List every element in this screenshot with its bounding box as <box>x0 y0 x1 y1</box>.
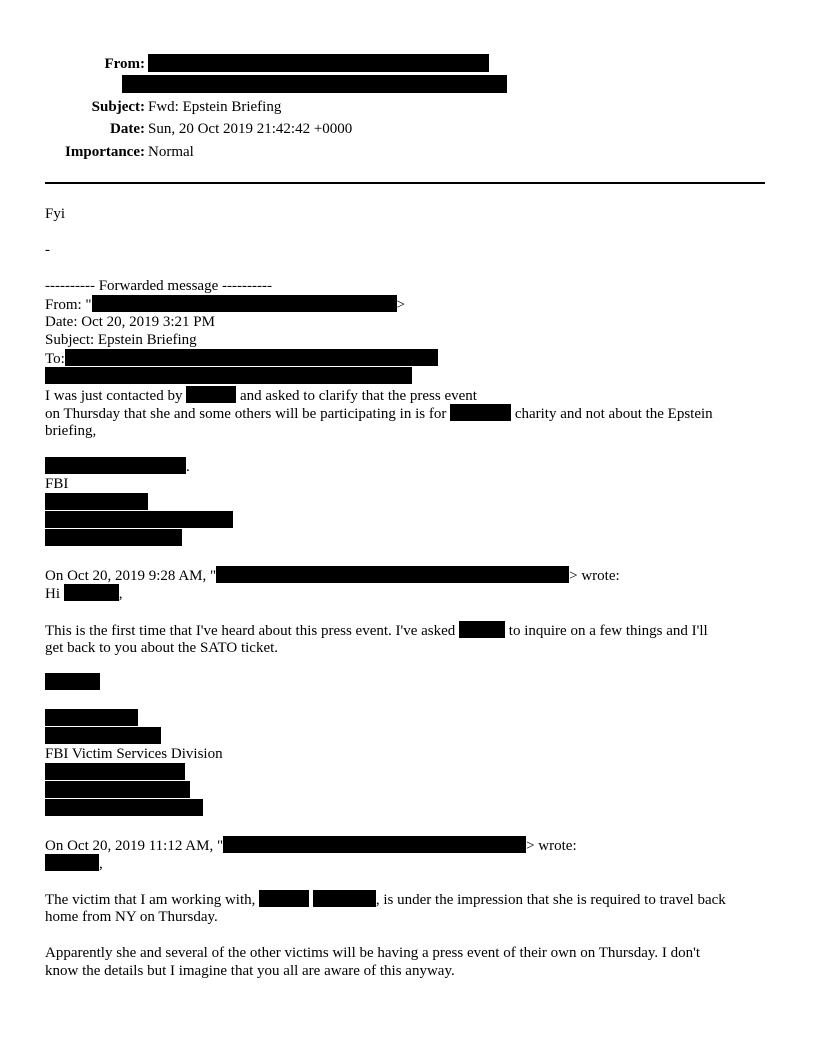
msg1-line2 <box>45 404 713 423</box>
fyi-text: Fyi <box>45 206 66 222</box>
redaction-sig1-title <box>45 493 148 510</box>
greeting-comma: , <box>99 856 103 872</box>
msg3-text-a: The victim that I am working with, <box>45 892 256 908</box>
quote1-prefix: On Oct 20, 2019 9:28 AM, " <box>45 568 217 584</box>
redaction-greeting-name <box>45 854 99 871</box>
redaction-quote1-sender <box>216 566 569 583</box>
quote1-suffix: > wrote: <box>569 568 620 584</box>
sig2-division: FBI Victim Services Division <box>45 746 223 762</box>
msg1-text-a: I was just contacted by <box>45 388 183 404</box>
sig1-org: FBI <box>45 476 69 492</box>
quote2-prefix: On Oct 20, 2019 11:12 AM, " <box>45 838 224 854</box>
redaction-msg2-name <box>459 621 505 638</box>
msg4-line1: Apparently she and several of the other victims will be having a press event of their own on Thursday. I don't <box>45 945 701 961</box>
redaction-charity-name <box>450 404 511 421</box>
msg4-line2: know the details but I imagine that you all are aware of this anyway. <box>45 963 455 979</box>
msg2-line1 <box>45 621 708 640</box>
date-label: Date: <box>110 121 145 137</box>
msg1-text-b: and asked to clarify that the press event <box>236 388 477 404</box>
redaction-quote2-sender <box>223 836 526 853</box>
msg1-text-d: charity and not about the Epstein <box>511 406 713 422</box>
hi-comma: , <box>118 586 123 602</box>
fwd-date: Date: Oct 20, 2019 3:21 PM <box>45 314 215 330</box>
from-label: From: <box>104 56 145 72</box>
msg2-text-b: to inquire on a few things and I'll <box>505 623 708 639</box>
quote1-header <box>45 566 620 585</box>
fwd-to-label: To: <box>45 351 65 367</box>
redaction-hi-name <box>64 584 119 601</box>
msg2-text-a: This is the first time that I've heard about this press event. I've asked <box>45 623 456 639</box>
sig1-name-line <box>45 457 190 476</box>
quote2-suffix: > wrote: <box>526 838 577 854</box>
redaction-sig2-line2 <box>45 781 190 798</box>
hi-line <box>45 584 123 603</box>
date-value: Sun, 20 Oct 2019 21:42:42 +0000 <box>148 121 353 137</box>
redaction-fwd-to <box>65 349 438 366</box>
redaction-sig1-unit <box>45 511 233 528</box>
fwd-from-prefix: From: " <box>45 297 92 313</box>
msg1-line3: briefing, <box>45 423 97 439</box>
redaction-sig1-name <box>45 457 186 474</box>
redaction-sig2-name <box>45 709 138 726</box>
msg3-text-b: , is under the impression that she is required to travel back <box>375 892 726 908</box>
fwd-from-suffix: > <box>396 297 406 313</box>
dash-text: - <box>45 242 50 258</box>
redaction-fwd-from <box>92 295 397 312</box>
redaction-contact-name <box>186 386 236 403</box>
redaction-sig2-signoff <box>45 673 100 690</box>
forward-banner: ---------- Forwarded message ---------- <box>45 278 272 294</box>
msg1-line1 <box>45 386 477 405</box>
redaction-sig2-title <box>45 727 161 744</box>
quote2-header <box>45 836 577 855</box>
fwd-subject: Subject: Epstein Briefing <box>45 332 197 348</box>
sig1-period: . <box>186 459 190 475</box>
msg3-line1 <box>45 890 726 909</box>
subject-label: Subject: <box>91 99 145 115</box>
header-divider <box>45 182 765 184</box>
msg3-line2: home from NY on Thursday. <box>45 909 218 925</box>
redaction-victim-last <box>313 890 376 907</box>
redaction-fwd-cc <box>45 367 412 384</box>
fwd-from-line <box>45 295 405 314</box>
msg1-text-c: on Thursday that she and some others will be participating in is for <box>45 406 447 422</box>
msg2-line2: get back to you about the SATO ticket. <box>45 640 279 656</box>
redaction-sig1-phone <box>45 529 182 546</box>
redaction-from-address <box>122 75 507 93</box>
fwd-to-line <box>45 349 438 368</box>
redaction-victim-first <box>259 890 309 907</box>
greeting-line <box>45 854 103 873</box>
redaction-sig2-line3 <box>45 799 203 816</box>
subject-value: Fwd: Epstein Briefing <box>148 99 282 115</box>
redaction-sig2-line1 <box>45 763 185 780</box>
hi-text: Hi <box>45 586 60 602</box>
importance-label: Importance: <box>65 144 145 160</box>
redaction-from-name <box>148 54 489 72</box>
importance-value: Normal <box>148 144 194 160</box>
